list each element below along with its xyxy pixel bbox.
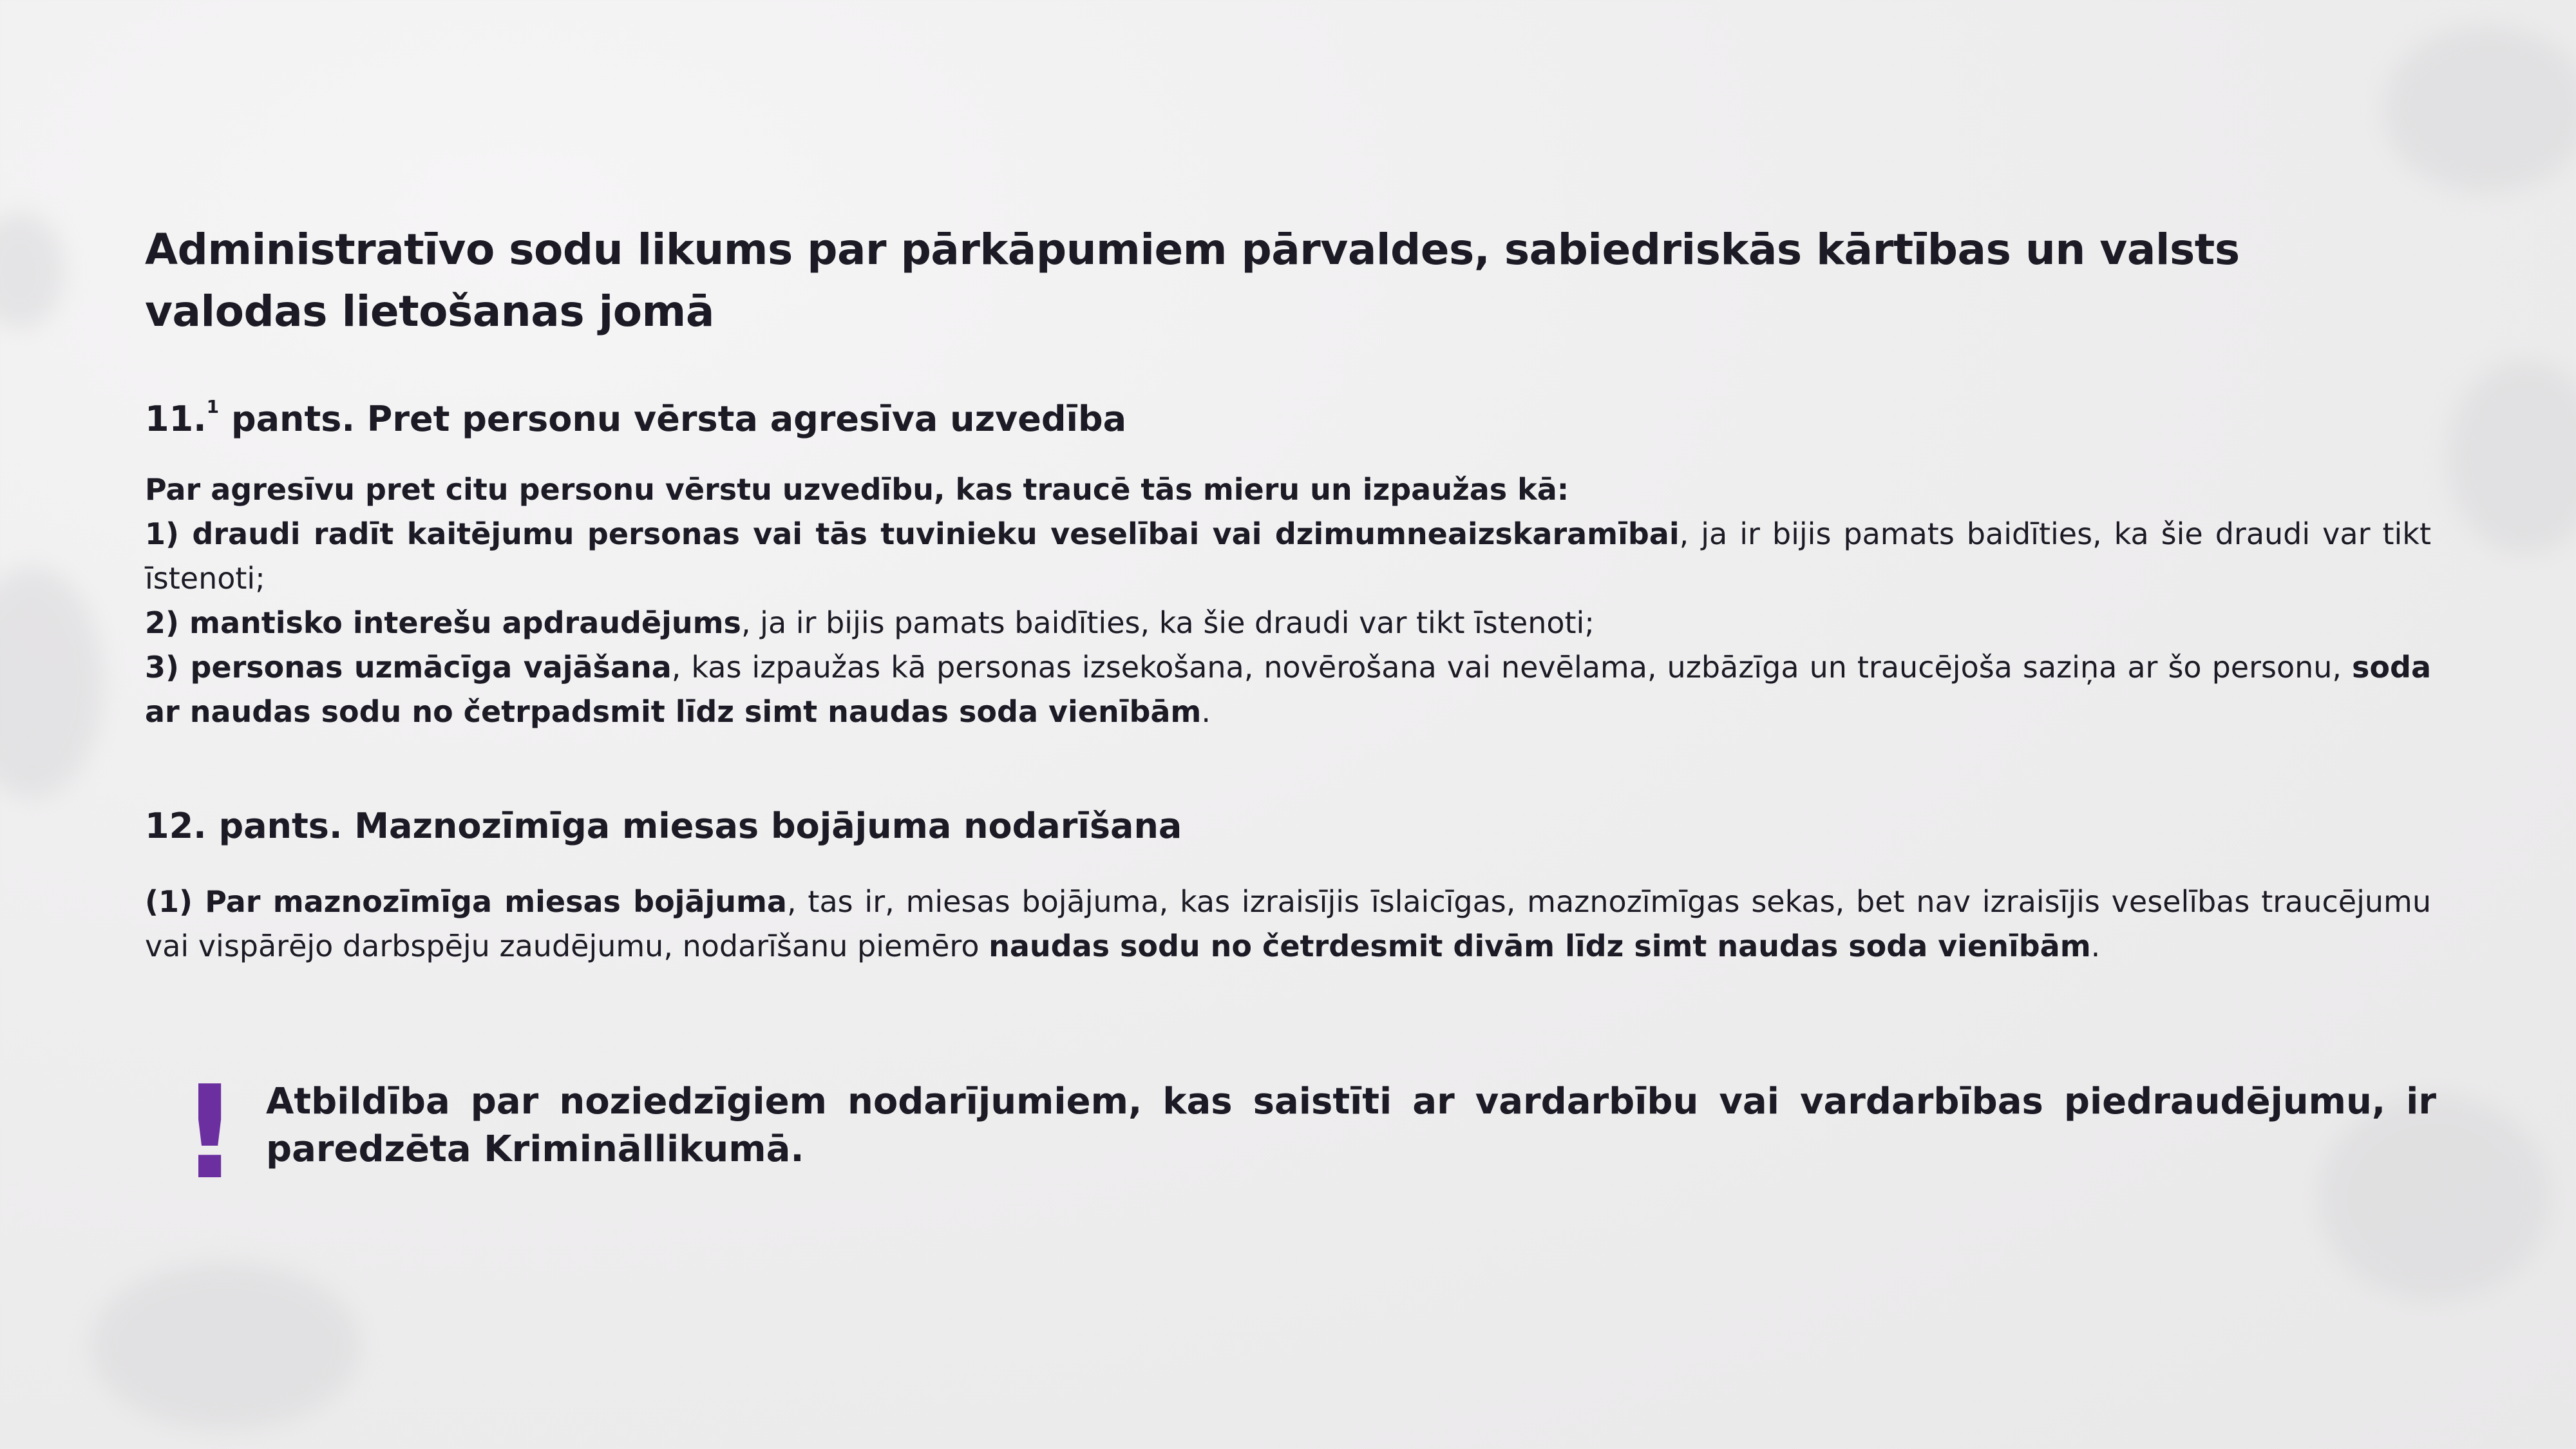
background-stain — [0, 567, 103, 799]
section-12-penalty: naudas sodu no četrdesmit divām līdz simt naudas soda vienībām — [989, 929, 2091, 963]
section-11-item-2-bold: 2) mantisko interešu apdraudējums — [145, 605, 741, 640]
document-body — [145, 219, 2431, 969]
section-11-item-3-rest: , kas izpaužas kā personas izsekošana, novērošana vai nevēlama, uzbāzīga un traucējoša saziņa ar šo personu, — [671, 650, 2353, 685]
criminal-law-note — [145, 1058, 2438, 1208]
section-12-part-1-rest: , tas ir, miesas bojājuma, kas izraisījis īslaicīgas, maznozīmīgas sekas, bet nav izraisījis veselības traucējumu vai vispārējo darbspēju zaudējumu, nodarīšanu piemēro — [145, 884, 2431, 963]
section-11-item-1-bold: 1) draudi radīt kaitējumu personas vai tās tuvinieku veselībai vai dzimumneaizskaramībai — [145, 516, 1680, 551]
section-11-number: 11. — [145, 399, 207, 439]
section-11-superscript: 1 — [206, 396, 220, 417]
background-stain — [2447, 361, 2576, 554]
exclamation-icon: ! — [180, 1058, 240, 1208]
background-stain — [90, 1262, 361, 1430]
section-11-penalty: soda ar naudas sodu no četrpadsmit līdz simt naudas soda vienībām — [145, 650, 2431, 729]
note-text: Atbildība par noziedzīgiem nodarījumiem, kas saistīti ar vardarbību vai vardarbības piedraudējumu, ir paredzēta Krimināllikumā. — [266, 1081, 2436, 1170]
section-11-title: pants. Pret personu vērsta agresīva uzvedība — [219, 399, 1127, 439]
section-12-text — [145, 880, 2431, 969]
section-11-end: . — [1201, 694, 1211, 729]
section-11-item-1-rest: , ja ir bijis pamats baidīties, ka šie draudi var tikt īstenoti; — [145, 516, 2431, 596]
section-12-heading: 12. pants. Maznozīmīga miesas bojājuma nodarīšana — [145, 806, 1182, 846]
section-11-heading — [145, 397, 2431, 442]
section-12-end: . — [2090, 929, 2101, 963]
section-11-item-3-bold: 3) personas uzmācīga vajāšana — [145, 650, 672, 685]
background-stain — [2383, 26, 2576, 193]
section-11-intro: Par agresīvu pret citu personu vērstu uzvedību, kas traucē tās mieru un izpaužas kā: — [145, 472, 1569, 507]
section-11-item-2-rest: , ja ir bijis pamats baidīties, ka šie draudi var tikt īstenoti; — [741, 605, 1595, 640]
section-11-text — [145, 468, 2431, 734]
section-12-part-1-bold: (1) Par maznozīmīga miesas bojājuma — [145, 884, 787, 919]
document-title: Administratīvo sodu likums par pārkāpumiem pārvaldes, sabiedriskās kārtības un valsts valodas lietošanas jomā — [145, 225, 2240, 336]
background-stain — [0, 213, 64, 328]
